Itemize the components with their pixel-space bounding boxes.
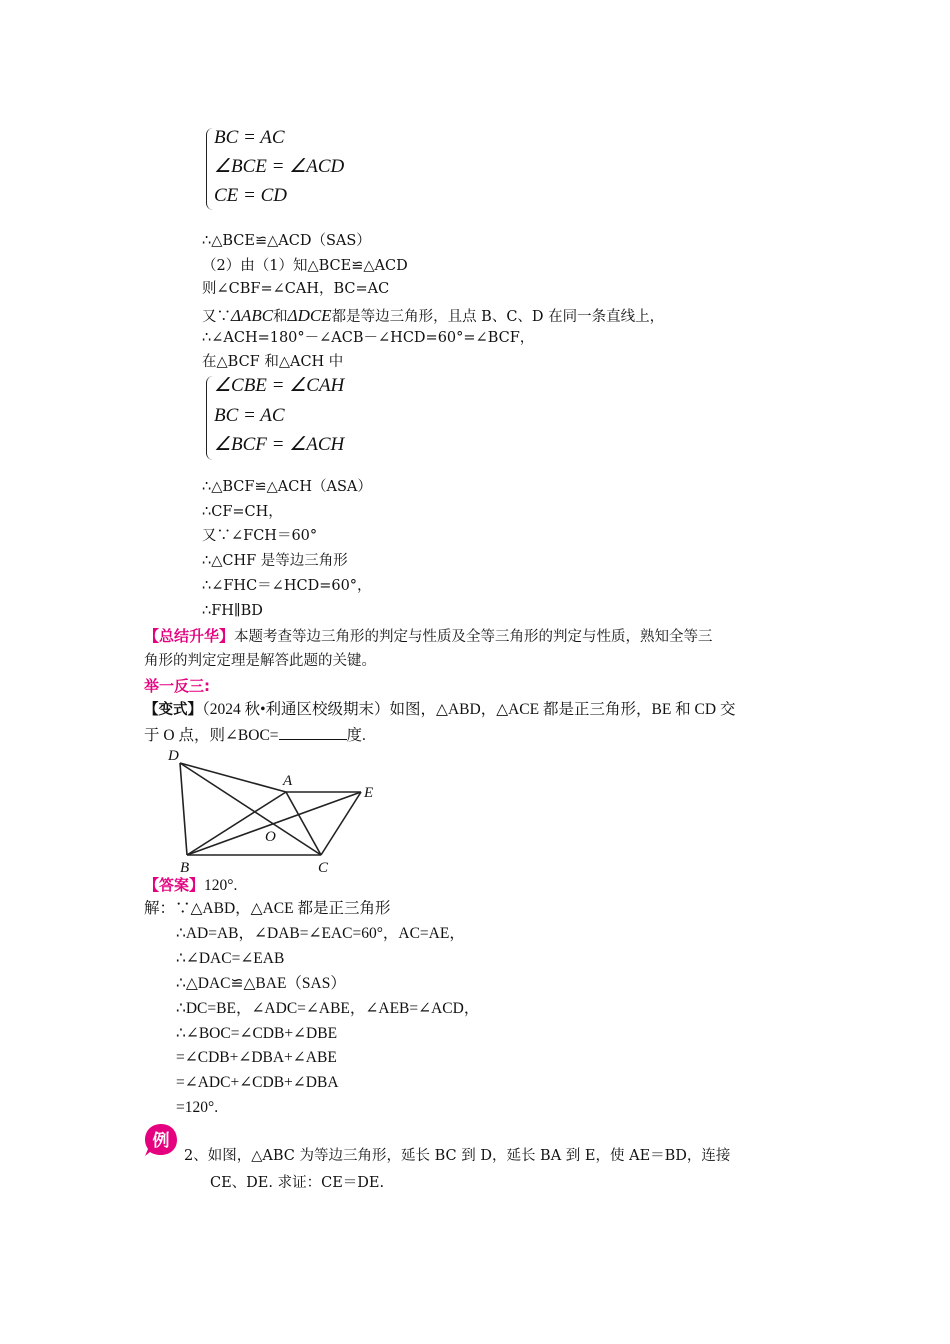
summary-line: 角形的判定定理是解答此题的关键。 [144, 653, 376, 669]
point-label-E: E [364, 785, 374, 801]
math-term: ΔABC [231, 306, 274, 325]
question-text: （2024 秋•利通区校级期末）如图，△ABD，△ACE 都是正三角形，BE 和 CD 交 [202, 701, 736, 718]
proof-line: ∴△BCF≌△ACH（ASA） [202, 479, 372, 495]
example-badge-icon [143, 1122, 179, 1158]
solution-line: =∠CDB+∠DBA+∠ABE [176, 1049, 337, 1066]
solution-line: ∴∠BOC=∠CDB+∠DBE [176, 1025, 338, 1042]
text: 都是等边三角形，且点 B、C、D 在同一条直线上， [331, 309, 665, 325]
variant-tag: 【变式】 [144, 702, 202, 718]
equation-line: ∠BCF = ∠ACH [214, 434, 345, 455]
proof-line: ∴∠ACH=180°－∠ACB－∠HCD=60°=∠BCF， [202, 330, 535, 346]
proof-line: ∴CF=CH， [202, 504, 283, 520]
example-question-line: 2、如图，△ABC 为等边三角形，延长 BC 到 D，延长 BA 到 E，使 AE＝BD，连接 [184, 1148, 731, 1164]
text: 又∵ [202, 309, 231, 325]
equation-line: BC = AC [214, 127, 285, 148]
equation-line: ∠CBE = ∠CAH [214, 375, 345, 396]
proof-line: （2）由（1）知△BCE≌△ACD [202, 258, 408, 274]
proof-line: 在△BCF 和△ACH 中 [202, 354, 344, 370]
solution-line: =∠ADC+∠CDB+∠DBA [176, 1074, 339, 1091]
solution-line: ∴∠DAC=∠EAB [176, 950, 285, 967]
proof-line: 则∠CBF=∠CAH，BC=AC [202, 281, 390, 297]
proof-line: 又∵∠FCH＝60° [202, 528, 318, 544]
answer-value: 120°. [204, 877, 238, 894]
point-label-O: O [265, 829, 276, 845]
practice-heading: 举一反三: [144, 677, 210, 695]
segment-CE [321, 792, 361, 855]
segment-BE [187, 792, 361, 855]
point-label-C: C [318, 860, 329, 876]
proof-line: ∴FH∥BD [202, 603, 263, 619]
segment-DC [180, 763, 321, 855]
segment-AB [187, 792, 286, 855]
question-text: 度. [346, 727, 366, 744]
segment-DB [180, 763, 187, 855]
answer-blank [279, 725, 347, 740]
geometry-figure [160, 740, 390, 876]
summary-line [144, 626, 713, 647]
question-line [144, 700, 735, 720]
question-text: 于 O 点，则∠BOC= [144, 727, 279, 744]
point-label-B: B [180, 860, 190, 876]
proof-line: ∴△BCE≌△ACD（SAS） [202, 233, 371, 249]
solution-line: ∴AD=AB，∠DAB=∠EAC=60°，AC=AE， [176, 925, 465, 942]
solution-line: =120°. [176, 1099, 219, 1116]
solution-line: 解：∵△ABD，△ACE 都是正三角形 [144, 900, 391, 917]
proof-line: ∴△CHF 是等边三角形 [202, 553, 348, 569]
summary-tag: 【总结升华】 [144, 627, 235, 645]
equation-line: ∠BCE = ∠ACD [214, 156, 345, 177]
proof-line [202, 304, 664, 328]
solution-line: ∴DC=BE，∠ADC=∠ABE，∠AEB=∠ACD， [176, 1000, 480, 1017]
example-question-line: CE、DE. 求证：CE＝DE. [210, 1175, 385, 1191]
left-brace [206, 376, 213, 460]
point-label-D: D [168, 748, 179, 764]
proof-line: ∴∠FHC＝∠HCD=60°， [202, 578, 372, 594]
equation-line: BC = AC [214, 405, 285, 426]
math-term: ΔDCE [287, 306, 332, 325]
left-brace [206, 128, 213, 210]
equation-line: CE = CD [214, 185, 287, 206]
solution-line: ∴△DAC≌△BAE（SAS） [176, 975, 346, 992]
answer-tag: 【答案】 [144, 876, 205, 894]
answer-line [144, 875, 237, 896]
badge-label: 例 [152, 1131, 170, 1151]
segment-AC [286, 792, 321, 855]
summary-text: 本题考查等边三角形的判定与性质及全等三角形的判定与性质，熟知全等三 [234, 629, 713, 645]
text: 和 [273, 309, 288, 325]
segment-DA [180, 763, 286, 792]
point-label-A: A [283, 773, 293, 789]
